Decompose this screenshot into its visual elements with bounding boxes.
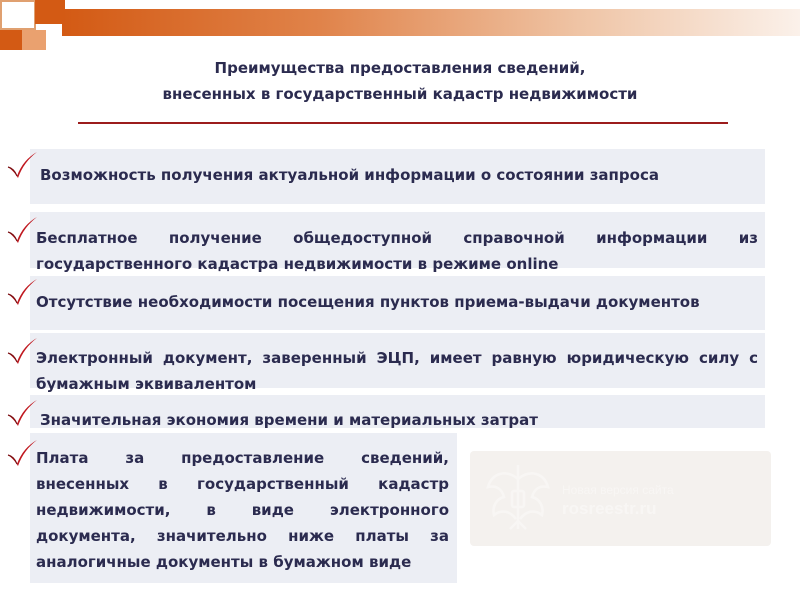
benefit-item [30, 212, 765, 273]
checkmark-icon [6, 398, 38, 428]
benefit-text: Значительная экономия времени и материальных затрат [40, 411, 538, 429]
corner-square [35, 0, 65, 24]
checkmark-icon [6, 336, 38, 366]
benefit-item [30, 149, 765, 204]
promo-caption: Новая версия сайта [562, 483, 674, 497]
slide-title [100, 55, 700, 107]
benefit-text: Бесплатное получение общедоступной справочной информации из государственного кадастра недвижимости в режиме online [36, 229, 758, 273]
checkmark-icon [6, 215, 38, 245]
checkmark-icon [6, 277, 38, 307]
benefit-text: Плата за предоставление сведений, внесенных в государственный кадастр недвижимости, в виде электронного документа, значительно ниже платы за аналогичные документы в бумажном виде [36, 449, 449, 571]
benefit-item [30, 333, 765, 393]
corner-square [0, 0, 36, 30]
checkmark-icon [6, 438, 38, 468]
checkmark-icon [6, 150, 38, 180]
header-gradient-bar [62, 9, 800, 36]
corner-square [22, 30, 46, 50]
slide-title-line2: внесенных в государственный кадастр недвижимости [162, 85, 638, 103]
benefit-item [30, 395, 765, 428]
benefit-item [30, 276, 765, 330]
rosreestr-promo-banner[interactable] [470, 451, 771, 546]
benefit-text: Электронный документ, заверенный ЭЦП, имеет равную юридическую силу с бумажным эквивалентом [36, 349, 758, 393]
emblem-icon [482, 459, 554, 537]
promo-site-link[interactable]: rosreestr.ru [562, 499, 657, 518]
corner-square [0, 30, 22, 50]
benefit-text: Возможность получения актуальной информации о состоянии запроса [40, 166, 659, 184]
slide-title-line1: Преимущества предоставления сведений, [214, 59, 586, 77]
title-divider [78, 122, 728, 124]
benefit-item [30, 433, 457, 583]
benefit-text: Отсутствие необходимости посещения пунктов приема-выдачи документов [36, 293, 700, 311]
